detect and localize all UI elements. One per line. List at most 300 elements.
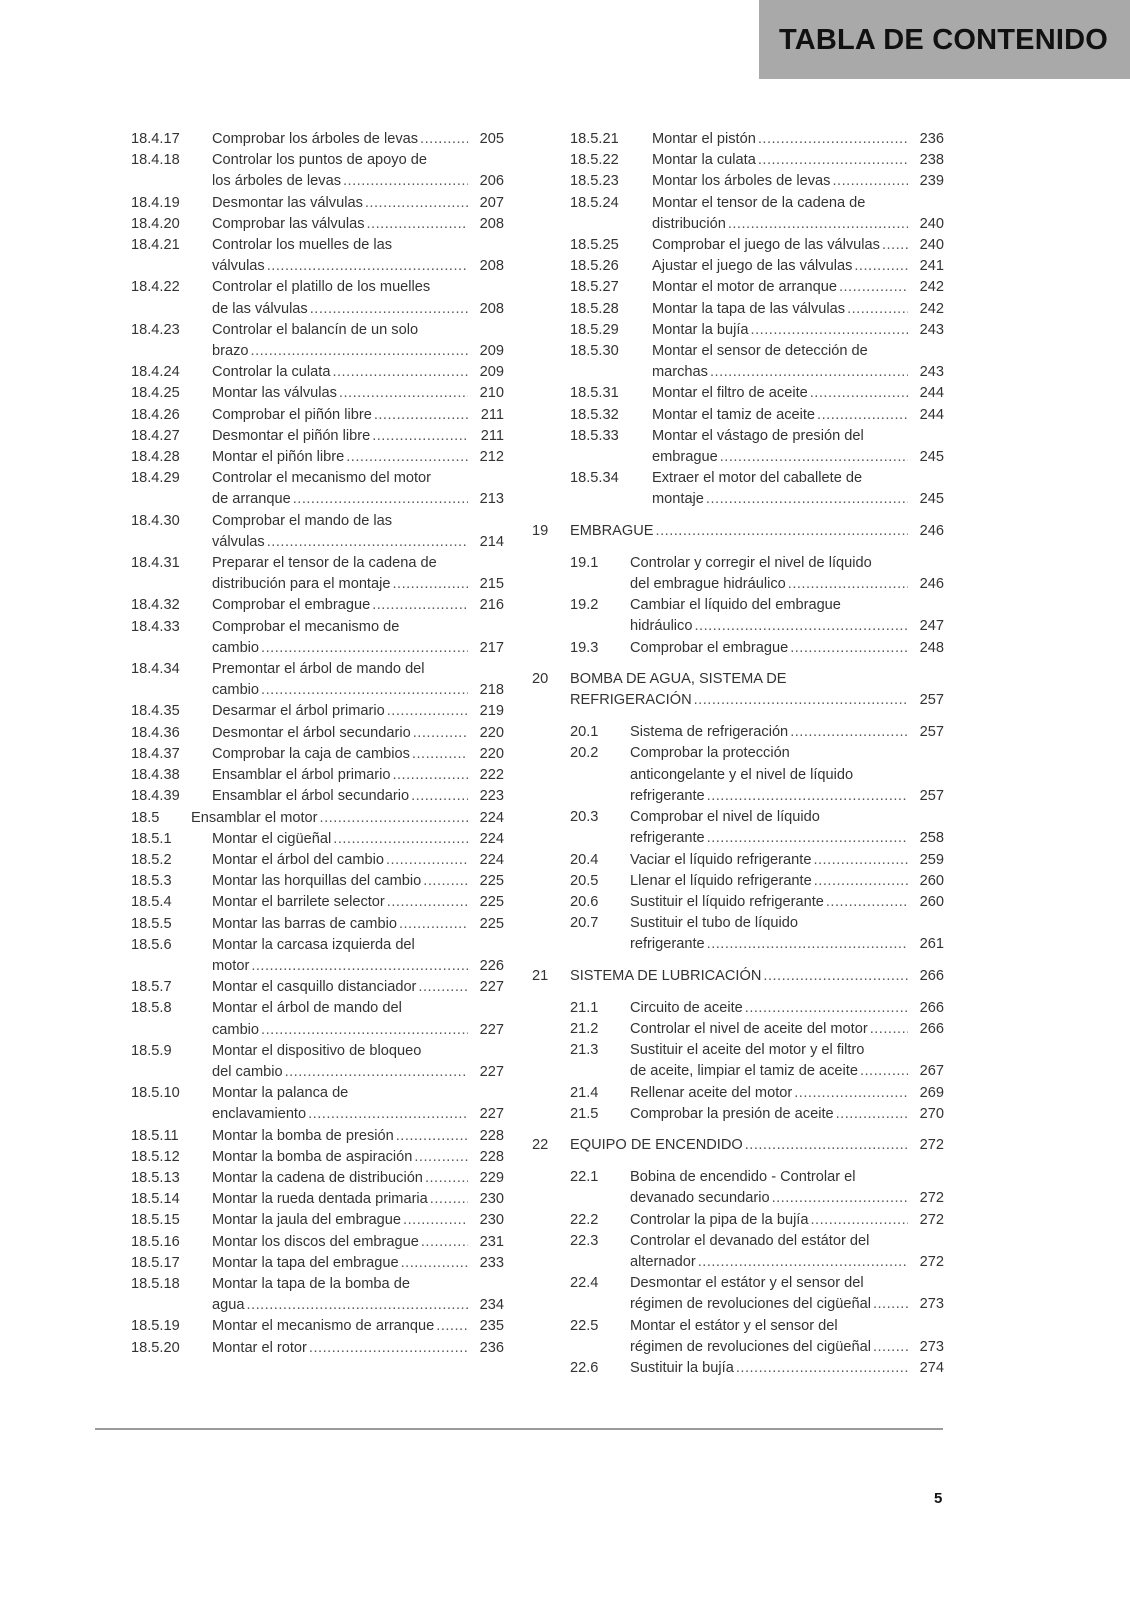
toc-entry-title: anticongelante y el nivel de líquido: [630, 766, 854, 783]
dot-leader: [387, 892, 468, 913]
dot-leader: [392, 765, 468, 786]
toc-entry-title: Controlar el mecanismo del motor: [212, 470, 431, 487]
toc-entry-title: Controlar el platillo de los muelles: [212, 279, 431, 296]
toc-entry[interactable]: [131, 871, 504, 892]
toc-entry-page: 224: [479, 809, 504, 826]
toc-entry[interactable]: [532, 150, 944, 171]
toc-entry-page: 208: [479, 258, 504, 275]
toc-entry[interactable]: [532, 299, 944, 320]
toc-entry-title: refrigerante: [630, 787, 705, 804]
dot-leader: [745, 998, 908, 1019]
toc-entry[interactable]: [131, 150, 504, 192]
dot-leader: [656, 521, 908, 542]
dot-leader: [423, 871, 468, 892]
toc-entry-number: 18.5.31: [570, 385, 619, 402]
toc-entry[interactable]: [532, 1231, 944, 1273]
dot-leader: [310, 299, 468, 320]
toc-entry[interactable]: [532, 1210, 944, 1231]
toc-entry[interactable]: [131, 1232, 504, 1253]
dot-leader: [425, 1168, 468, 1189]
toc-entry-title: Ajustar el juego de las válvulas: [652, 258, 853, 275]
toc-entry-title: embrague: [652, 449, 718, 466]
toc-entry[interactable]: [532, 669, 944, 711]
toc-entry-number: 18.5.13: [131, 1169, 180, 1186]
toc-entry[interactable]: [532, 1358, 944, 1379]
toc-entry-title: Desmontar las válvulas: [212, 194, 363, 211]
toc-entry[interactable]: [131, 447, 504, 468]
dot-leader: [413, 723, 468, 744]
toc-entry-page: 234: [479, 1297, 504, 1314]
toc-entry-page: 220: [479, 724, 504, 741]
toc-entry[interactable]: [131, 1147, 504, 1168]
toc-entry-title: Montar el árbol de mando del: [212, 1000, 402, 1017]
toc-entry[interactable]: [131, 829, 504, 850]
toc-entry-title: Ensamblar el motor: [191, 809, 318, 826]
toc-entry-number: 18.5.29: [570, 321, 619, 338]
toc-entry[interactable]: [131, 1126, 504, 1147]
toc-entry-title: Comprobar la protección: [630, 745, 790, 762]
toc-entry[interactable]: [532, 235, 944, 256]
dot-leader: [763, 966, 908, 987]
toc-entry[interactable]: [131, 723, 504, 744]
toc-entry-page: 217: [479, 639, 504, 656]
toc-entry[interactable]: [131, 765, 504, 786]
toc-entry-title: Montar el mecanismo de arranque: [212, 1318, 435, 1335]
toc-entry[interactable]: [532, 1019, 944, 1040]
toc-entry[interactable]: [131, 129, 504, 150]
dot-leader: [261, 1020, 468, 1041]
toc-entry[interactable]: [532, 320, 944, 341]
dot-leader: [387, 701, 468, 722]
toc-entry[interactable]: [131, 617, 504, 659]
toc-entry-page: 206: [479, 173, 504, 190]
toc-entry-title: Desmontar el piñón libre: [212, 427, 371, 444]
toc-entry-page: 270: [919, 1105, 944, 1122]
toc-entry-title: Sustituir el tubo de líquido: [630, 915, 798, 932]
toc-entry-number: 18.5.9: [131, 1042, 172, 1059]
toc-entry-title: Montar el casquillo distanciador: [212, 979, 417, 996]
toc-entry[interactable]: [532, 341, 944, 383]
toc-entry-title: Controlar los puntos de apoyo de: [212, 152, 427, 169]
dot-leader: [372, 426, 468, 447]
toc-entry-title: Ensamblar el árbol primario: [212, 767, 391, 784]
toc-entry-page: 216: [479, 597, 504, 614]
dot-leader: [839, 277, 908, 298]
toc-entry[interactable]: [131, 1274, 504, 1316]
toc-entry[interactable]: [131, 935, 504, 977]
toc-entry-title: Bobina de encendido - Controlar el: [630, 1169, 856, 1186]
dot-leader: [817, 405, 908, 426]
toc-entry-number: 21.1: [570, 999, 599, 1016]
toc-entry-number: 18.4.26: [131, 406, 180, 423]
toc-entry[interactable]: [131, 1083, 504, 1125]
toc-entry-number: 18.4.34: [131, 661, 180, 678]
toc-entry-title: Sustituir el líquido refrigerante: [630, 893, 824, 910]
toc-entry[interactable]: [532, 1104, 944, 1125]
dot-leader: [860, 1061, 908, 1082]
toc-entry-page: 208: [479, 300, 504, 317]
toc-entry-title: Montar el pistón: [652, 131, 756, 147]
toc-entry-number: 21.3: [570, 1042, 599, 1059]
toc-entry-title: Montar el barrilete selector: [212, 894, 385, 911]
toc-entry[interactable]: [131, 320, 504, 362]
toc-entry-title: alternador: [630, 1253, 696, 1270]
toc-entry[interactable]: [131, 1168, 504, 1189]
toc-entry-page: 227: [479, 1106, 504, 1123]
toc-entry-number: 22: [532, 1136, 549, 1153]
toc-entry[interactable]: [131, 405, 504, 426]
toc-entry-title: válvulas: [212, 533, 265, 550]
toc-entry-title: Montar el motor de arranque: [652, 279, 837, 296]
toc-entry[interactable]: [532, 129, 944, 150]
toc-entry-number: 18.5.30: [570, 343, 619, 360]
dot-leader: [706, 489, 908, 510]
toc-entry[interactable]: [131, 553, 504, 595]
toc-entry[interactable]: [532, 171, 944, 192]
dot-leader: [346, 447, 468, 468]
toc-entry-number: 18.4.17: [131, 131, 180, 147]
toc-entry[interactable]: [532, 426, 944, 468]
toc-entry[interactable]: [532, 553, 944, 595]
toc-entry-number: 22.4: [570, 1275, 599, 1292]
toc-entry[interactable]: [131, 914, 504, 935]
toc-entry-number: 18.5.21: [570, 131, 619, 147]
toc-entry[interactable]: [131, 362, 504, 383]
toc-entry-title: Sustituir la bujía: [630, 1359, 734, 1376]
toc-entry-page: 228: [479, 1127, 504, 1144]
toc-entry-number: 20.3: [570, 809, 599, 826]
toc-entry[interactable]: [532, 638, 944, 659]
toc-entry[interactable]: [131, 701, 504, 722]
dot-leader: [386, 850, 468, 871]
toc-entry-page: 266: [919, 999, 944, 1016]
toc-entry-number: 18.5.17: [131, 1254, 180, 1271]
toc-entry[interactable]: [532, 913, 944, 955]
toc-entry-number: 22.6: [570, 1359, 599, 1376]
toc-entry[interactable]: [532, 1040, 944, 1082]
dot-leader: [412, 744, 468, 765]
toc-entry[interactable]: [131, 235, 504, 277]
toc-entry-page: 257: [919, 724, 944, 741]
toc-entry[interactable]: [532, 468, 944, 510]
header-banner: [759, 0, 1130, 79]
toc-entry-title: Comprobar el embrague: [630, 639, 789, 656]
dot-leader: [403, 1210, 468, 1231]
dot-leader: [333, 829, 468, 850]
toc-entry-page: 242: [919, 279, 944, 296]
toc-entry-title: Montar el sensor de detección de: [652, 343, 868, 360]
toc-entry[interactable]: [131, 511, 504, 553]
toc-entry[interactable]: [131, 1338, 504, 1359]
toc-entry[interactable]: [532, 1167, 944, 1209]
toc-entry-page: 273: [919, 1338, 944, 1355]
toc-entry[interactable]: [131, 808, 504, 829]
toc-entry[interactable]: [131, 977, 504, 998]
dot-leader: [790, 638, 908, 659]
toc-entry-page: 215: [479, 576, 504, 593]
toc-entry-page: 211: [480, 406, 504, 423]
toc-entry[interactable]: [532, 743, 944, 807]
toc-entry-title: Montar el tamiz de aceite: [652, 406, 816, 423]
toc-entry-page: 231: [479, 1233, 504, 1250]
toc-entry-page: 269: [919, 1084, 944, 1101]
toc-entry-number: 18.5.22: [570, 152, 619, 169]
toc-entry[interactable]: [532, 892, 944, 913]
dot-leader: [343, 171, 468, 192]
toc-entry-page: 209: [479, 364, 504, 381]
toc-entry-title: Controlar la culata: [212, 364, 331, 381]
toc-entry-page: 205: [479, 131, 504, 147]
toc-entry[interactable]: [532, 850, 944, 871]
dot-leader: [854, 256, 908, 277]
toc-entry-title: Montar los árboles de levas: [652, 173, 831, 190]
toc-entry[interactable]: [131, 659, 504, 701]
dot-leader: [261, 680, 468, 701]
toc-entry-number: 18.4.39: [131, 788, 180, 805]
toc-entry[interactable]: [131, 786, 504, 807]
toc-entry-page: 259: [919, 851, 944, 868]
toc-entry-title: Montar la bomba de presión: [212, 1127, 394, 1144]
toc-entry-title: hidráulico: [630, 618, 693, 635]
toc-entry-title: Comprobar las válvulas: [212, 215, 365, 232]
toc-entry-title: EMBRAGUE: [570, 522, 654, 539]
dot-leader: [836, 1104, 908, 1125]
dot-leader: [710, 362, 908, 383]
toc-entry[interactable]: [131, 426, 504, 447]
dot-leader: [251, 956, 468, 977]
toc-entry-page: 225: [479, 873, 504, 890]
toc-entry[interactable]: [532, 722, 944, 743]
dot-leader: [720, 447, 908, 468]
dot-leader: [788, 574, 908, 595]
toc-entry[interactable]: [532, 405, 944, 426]
dot-leader: [707, 934, 908, 955]
toc-entry[interactable]: [131, 383, 504, 404]
toc-entry-number: 20: [532, 670, 549, 687]
dot-leader: [392, 574, 468, 595]
dot-leader: [873, 1337, 908, 1358]
toc-entry-title: cambio: [212, 1021, 260, 1038]
toc-entry-title: Desmontar el árbol secundario: [212, 724, 411, 741]
toc-entry-number: 20.5: [570, 872, 599, 889]
toc-entry-page: 248: [919, 639, 944, 656]
toc-entry-page: 228: [479, 1148, 504, 1165]
toc-entry[interactable]: [131, 1253, 504, 1274]
toc-entry[interactable]: [131, 1041, 504, 1083]
toc-entry-page: 227: [479, 1021, 504, 1038]
toc-entry-title: Montar el estátor y el sensor del: [630, 1317, 838, 1334]
dot-leader: [873, 1294, 908, 1315]
toc-entry-number: 19: [532, 522, 549, 539]
toc-entry-page: 272: [919, 1190, 944, 1207]
toc-entry-title: Comprobar el piñón libre: [212, 406, 372, 423]
toc-entry-number: 18.5.11: [131, 1127, 179, 1144]
toc-entry-page: 227: [479, 1063, 504, 1080]
toc-entry-title: devanado secundario: [630, 1190, 770, 1207]
toc-entry-title: Montar las horquillas del cambio: [212, 873, 422, 890]
toc-entry-number: 20.1: [570, 724, 599, 741]
toc-entry[interactable]: [532, 1273, 944, 1315]
toc-entry-number: 18.5.33: [570, 427, 619, 444]
toc-entry-title: Montar el rotor: [212, 1339, 307, 1356]
toc-entry-number: 18.5.16: [131, 1233, 180, 1250]
toc-entry-title: Desarmar el árbol primario: [212, 703, 385, 720]
toc-entry-page: 246: [919, 576, 944, 593]
toc-entry-number: 20.4: [570, 851, 599, 868]
dot-leader: [411, 786, 468, 807]
toc-entry[interactable]: [532, 595, 944, 637]
toc-entry-page: 260: [919, 893, 944, 910]
toc-entry-title: Montar la bomba de aspiración: [212, 1148, 413, 1165]
toc-entry-title: Comprobar el embrague: [212, 597, 371, 614]
toc-entry-page: 222: [479, 767, 504, 784]
toc-entry-title: Montar la jaula del embrague: [212, 1212, 402, 1229]
toc-entry-page: 218: [479, 682, 504, 699]
dot-leader: [794, 1083, 908, 1104]
toc-entry-title: Montar las válvulas: [212, 385, 337, 402]
toc-entry-number: 19.3: [570, 639, 599, 656]
toc-entry[interactable]: [131, 468, 504, 510]
toc-entry-number: 18.5.8: [131, 1000, 172, 1017]
toc-entry-number: 18.4.19: [131, 194, 180, 211]
toc-entry-title: Montar la tapa de la bomba de: [212, 1275, 410, 1292]
toc-entry-title: Desmontar el estátor y el sensor del: [630, 1275, 864, 1292]
dot-leader: [826, 892, 908, 913]
toc-entry-title: motor: [212, 957, 250, 974]
toc-entry-page: 233: [479, 1254, 504, 1271]
toc-entry-number: 18.4.25: [131, 385, 180, 402]
toc-entry-page: 242: [919, 300, 944, 317]
toc-entry-number: 18.5.32: [570, 406, 619, 423]
dot-leader: [870, 1019, 908, 1040]
toc-entry[interactable]: [532, 1316, 944, 1358]
toc-entry-page: 241: [919, 258, 944, 275]
dot-leader: [251, 341, 468, 362]
toc-entry[interactable]: [131, 1316, 504, 1337]
toc-entry-title: Controlar la pipa de la bujía: [630, 1211, 809, 1228]
toc-entry[interactable]: [131, 193, 504, 214]
dot-leader: [758, 129, 908, 150]
toc-entry-page: 266: [919, 1020, 944, 1037]
toc-entry-number: 18.5.2: [131, 851, 172, 868]
toc-entry-title: Montar la culata: [652, 152, 756, 169]
toc-entry-title: SISTEMA DE LUBRICACIÓN: [570, 967, 762, 984]
toc-entry-page: 239: [919, 173, 944, 190]
toc-entry[interactable]: [131, 998, 504, 1040]
toc-entry-page: 212: [479, 449, 504, 466]
toc-entry-title: Montar la bujía: [652, 321, 749, 338]
toc-entry[interactable]: [131, 892, 504, 913]
dot-leader: [421, 1232, 468, 1253]
dot-leader: [418, 977, 468, 998]
toc-entry-page: 227: [479, 979, 504, 996]
toc-entry[interactable]: [131, 595, 504, 616]
toc-entry-title: los árboles de levas: [212, 173, 341, 190]
toc-entry-title: Vaciar el líquido refrigerante: [630, 851, 812, 868]
toc-entry[interactable]: [131, 744, 504, 765]
toc-entry[interactable]: [532, 193, 944, 235]
toc-entry[interactable]: [532, 1135, 944, 1156]
toc-entry-page: 225: [479, 894, 504, 911]
toc-entry[interactable]: [532, 871, 944, 892]
toc-entry-number: 18.4.27: [131, 427, 180, 444]
toc-entry[interactable]: [532, 277, 944, 298]
toc-entry-title: Montar el filtro de aceite: [652, 385, 808, 402]
toc-entry-title: Montar la carcasa izquierda del: [212, 936, 415, 953]
dot-leader: [246, 1295, 468, 1316]
toc-entry[interactable]: [532, 966, 944, 987]
toc-entry[interactable]: [532, 521, 944, 542]
toc-entry-number: 18.5.20: [131, 1339, 180, 1356]
toc-entry-page: 211: [480, 427, 504, 444]
toc-entry[interactable]: [532, 998, 944, 1019]
toc-entry[interactable]: [131, 1210, 504, 1231]
toc-entry-title: Comprobar el mecanismo de: [212, 618, 400, 635]
toc-entry-title: Montar el dispositivo de bloqueo: [212, 1042, 422, 1059]
toc-entry-title: distribución para el montaje: [212, 576, 391, 593]
toc-entry-number: 18.4.20: [131, 215, 180, 232]
toc-entry-number: 19.2: [570, 597, 599, 614]
dot-leader: [261, 638, 468, 659]
dot-leader: [847, 299, 908, 320]
toc-entry[interactable]: [532, 1083, 944, 1104]
toc-entry[interactable]: [131, 277, 504, 319]
dot-leader: [309, 1338, 468, 1359]
toc-entry-title: Cambiar el líquido del embrague: [630, 597, 841, 614]
toc-entry-number: 18.4.28: [131, 449, 180, 466]
toc-entry[interactable]: [131, 1189, 504, 1210]
toc-entry-title: Montar el tensor de la cadena de: [652, 194, 866, 211]
toc-entry[interactable]: [532, 807, 944, 849]
page-number: 5: [934, 1490, 943, 1507]
dot-leader: [420, 129, 468, 150]
toc-entry-page: 230: [479, 1212, 504, 1229]
toc-entry[interactable]: [131, 850, 504, 871]
toc-entry[interactable]: [131, 214, 504, 235]
toc-entry-title: BOMBA DE AGUA, SISTEMA DE: [570, 670, 787, 687]
toc-entry-page: 235: [479, 1318, 504, 1335]
toc-entry-number: 18.5.28: [570, 300, 619, 317]
dot-leader: [698, 1252, 908, 1273]
toc-entry-number: 18.5.24: [570, 194, 619, 211]
toc-entry-number: 18.4.37: [131, 745, 180, 762]
toc-entry-page: 209: [479, 343, 504, 360]
toc-entry-number: 18.4.29: [131, 470, 180, 487]
toc-entry-title: Montar la rueda dentada primaria: [212, 1191, 428, 1208]
toc-entry-title: régimen de revoluciones del cigüeñal: [630, 1296, 871, 1313]
toc-entry-page: 245: [919, 449, 944, 466]
toc-entry-page: 273: [919, 1296, 944, 1313]
toc-entry-title: EQUIPO DE ENCENDIDO: [570, 1136, 743, 1153]
toc-entry-page: 229: [479, 1169, 504, 1186]
toc-entry-title: de arranque: [212, 491, 291, 508]
toc-entry-page: 240: [919, 215, 944, 232]
toc-entry-title: distribución: [652, 215, 726, 232]
toc-entry-title: Controlar el nivel de aceite del motor: [630, 1020, 868, 1037]
toc-entry-title: Controlar el balancín de un solo: [212, 321, 419, 338]
toc-entry[interactable]: [532, 256, 944, 277]
toc-entry-page: 272: [919, 1253, 944, 1270]
toc-entry-title: de las válvulas: [212, 300, 308, 317]
toc-entry-page: 245: [919, 491, 944, 508]
toc-entry-number: 18.4.22: [131, 279, 180, 296]
toc-column-left: [131, 129, 504, 1359]
dot-leader: [772, 1188, 908, 1209]
toc-entry-number: 21.4: [570, 1084, 599, 1101]
toc-entry[interactable]: [532, 383, 944, 404]
toc-entry-number: 20.6: [570, 893, 599, 910]
toc-entry-number: 18.5.27: [570, 279, 619, 296]
